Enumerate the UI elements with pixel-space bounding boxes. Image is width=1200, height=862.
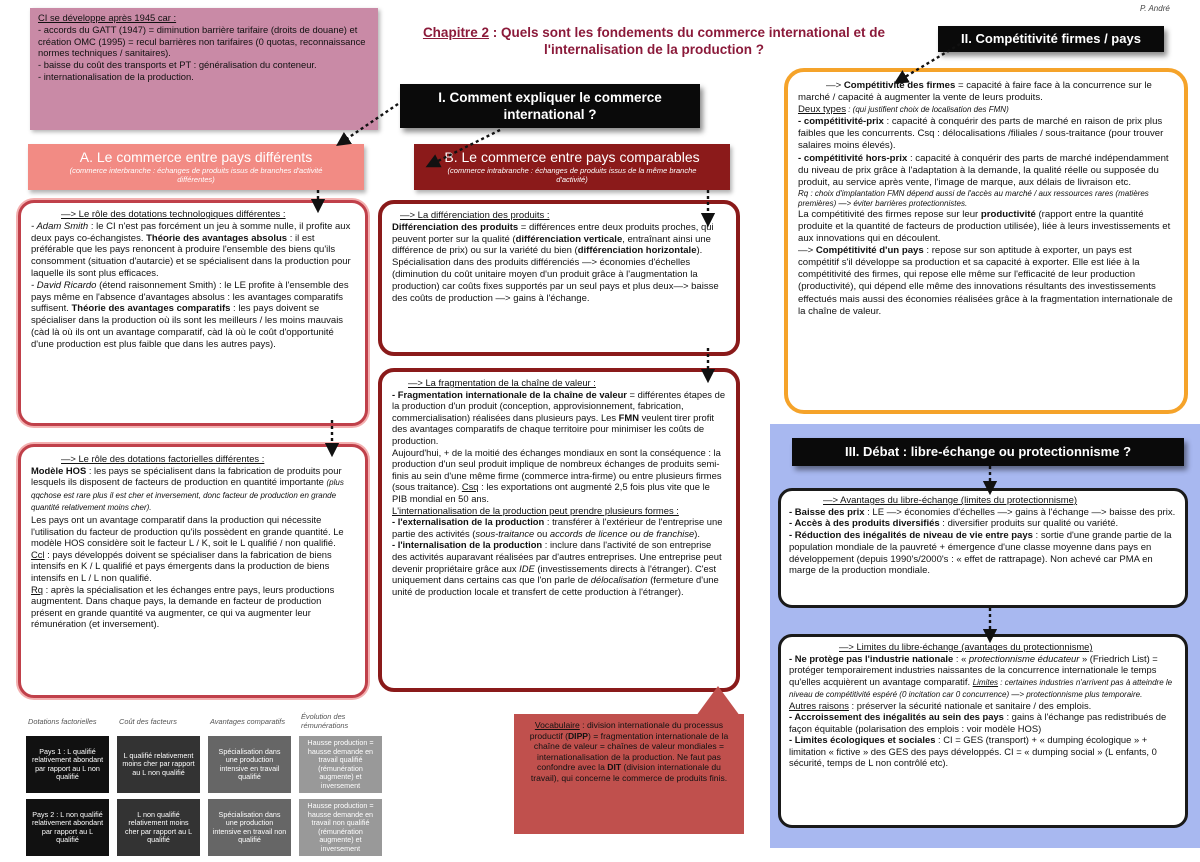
fragmentation-paragraph-1: - Fragmentation internationale de la chaîne de valeur = différentes étapes de la production d'un produit (conception, approvisionnement, fabrication, commercialisation) réalisées dans plusieurs pays. Les FMN veulent tirer profit des avantages comparatifs de chaque territoire pour minimiser les coûts de production. (392, 388, 726, 446)
hos-paragraph-2: Les pays ont un avantage comparatif dans la production qui nécessite l'utilisation du facteur de production qu'ils possèdent en grande quantité. Le modèle HOS considère soit le facteur L / K, soit le L qualifié / non qualifié. (31, 513, 344, 549)
chapter-title-line1: : Quels sont les fondements du commerce international et de (488, 25, 886, 40)
competitivite-productivite: La compétitivité des firmes repose sur leur productivité (rapport entre la quantité produite et la quantité de facteurs de production utilisée), liée à leurs investissements et aux innovations qui en découlent. (798, 208, 1171, 245)
section-2-title: II. Compétitivité firmes / pays (938, 26, 1164, 52)
differenciation-paragraph: Différenciation des produits = différences entre deux produits proches, qui peuvent porter sur la qualité (différenciation verticale, entraînant ainsi une différence de prix) ou sur la variété du bien (différenciation horizontale). (392, 221, 714, 257)
table-cell: Spécialisation dans une production intensive en travail non qualifié (208, 799, 291, 856)
section-1-title: I. Comment expliquer le commerce international ? (400, 84, 700, 128)
limites-autres-raisons: Autres raisons : préserver la sécurité nationale et sanitaire / des emplois. (789, 699, 1092, 711)
hos-table-header-cell: Avantages comparatifs (210, 716, 286, 726)
table-cell: Hausse production = hausse demande en travail non qualifié (rémunération augmente) et inversement (299, 799, 382, 856)
competitivite-pays: —> Compétitivité d'un pays : repose sur son aptitude à exporter, un pays est compétitif s'il développe sa production et sa capacité à exporter. Elle est liée à la compétitivité des firmes, qui repose elle même sur l'efficacité de leur production (productivité), qui dépend elle même des innovations résultants des investissements effectués mais aussi des économies réalisées grâce à la fragmentation internationale de la chaîne de valeur. (798, 245, 1173, 317)
competitivite-remark: Rq : choix d'implantation FMN dépend aussi de l'accès au marché / aux ressources rares (matières premières) —> éviter barrières protectionnistes. (798, 188, 1149, 208)
fragmentation-heading: —> La fragmentation de la chaîne de valeur : (408, 377, 596, 388)
table-cell: Hausse production = hausse demande en travail qualifié (rémunération augmente) et inversement (299, 736, 382, 793)
internalisation-item: - l'internalisation de la production : inclure dans l'activité de son entreprise des activités auparavant réalisées par d'autres entreprises. Une entreprise peut devenir propriétaire grâce aux IDE (investissements directs à l'étranger). C'est uniquement dans certains cas que l'on parle de délocalisation (fermeture d'une unité de production locale et transfert de cette production à l'étranger). (392, 539, 722, 597)
hos-conclusion: Ccl : pays développés doivent se spécialiser dans la fabrication de biens intensifs en K / L qualifié et pays émergents dans la production de biens intensifs en L / L non qualifié. (31, 548, 332, 583)
avantages-item-3: - Réduction des inégalités de niveau de vie entre pays : sortie d'une grande partie de la population mondiale de la pauvreté + émergence d'une classe moyenne dans pays en développement (depuis 1990's/2000's : « effet de rattrapage). Non achevé car PMA en marge de la production mondiale. (789, 530, 1172, 577)
avantages-heading: —> Avantages du libre-échange (limites du protectionnisme) (823, 495, 1078, 506)
hos-table-header-cell: Évolution des rémunérations (301, 712, 349, 730)
part-b-subtitle: (commerce intrabranche : échanges de produits issus de la même branche d'activité) (447, 166, 697, 184)
part-a-subtitle: (commerce interbranche : échanges de produits issus de branches d'activité différentes) (69, 166, 323, 184)
section-3-title: III. Débat : libre-échange ou protectionnisme ? (792, 438, 1184, 466)
specialisation-paragraph: Spécialisation dans des produits différenciés —> économies d'échelles (diminution du coût unitaire moyen d'un produit grâce à l'augmentation la production) car coûts fixes supportés par un seul pays et plus deux—> baisse des coûts de production —> gains à l'échange. (392, 257, 719, 304)
arrow-section1-to-partb (432, 130, 500, 164)
limites-item-3: - Limites écologiques et sociales : CI = GES (transport) + « dumping écologique » + limitation « fictive » des GES des pays développés. CI = « dumping social » (L enfants, 0 sécurité, temps de L non contrôlé etc). (789, 734, 1157, 768)
part-b-title: B. Le commerce entre pays comparables (444, 149, 700, 165)
arrow-intro-to-section1 (342, 104, 398, 142)
competitivite-hors-prix: - compétitivité hors-prix : capacité à conquérir des parts de marché indépendamment du niveau de prix grâce à l'adaptation à la demande, la qualité réelle ou supposée du produit, au service après vente, l'image de marque, aux délais de livraison etc. (798, 152, 1169, 188)
table-cell: L qualifié relativement moins cher par rapport au L non qualifié (117, 736, 200, 793)
competitivite-prix: - compétitivité-prix : capacité à conquérir des parts de marché en raison de prix plus faibles que les concurrents. Csq : délocalisations /filiales / sous-traitance (pour trouver salaires moins élevés). (798, 116, 1164, 152)
table-cell: L non qualifié relativement moins cher par rapport au L qualifié (117, 799, 200, 856)
david-ricardo-paragraph: - David Ricardo (étend raisonnement Smith) : le LE profite à l'ensemble des pays même en l'absence d'avantages absolus : les avantages comparatifs suffisent. Théorie des avantages comparatifs : les pays doivent se spécialiser dans la production où ils sont les meilleurs / les moins mauvais (càd là où ils ont un avantage comparatif, càd là où le coût d'opportunité d'une production est plus faible que dans les autres pays). (31, 279, 349, 350)
arrow-section2-to-box (900, 44, 960, 80)
fragmentation-forms: L'internationalisation de la production peut prendre plusieurs formes : (392, 504, 679, 516)
table-cell: Pays 2 : L non qualifié relativement abondant par rapport au L qualifié (26, 799, 109, 856)
competitivite-types: Deux types : (qui justifient choix de localisation des FMN) (798, 104, 1009, 116)
chapter-number: Chapitre 2 (422, 25, 489, 40)
part-a-title: A. Le commerce entre pays différents (79, 149, 313, 165)
dotations-tech-heading: —> Le rôle des dotations technologiques différentes : (61, 209, 286, 220)
vocabulary-callout: Vocabulaire : division internationale du processus productif (DIPP) = fragmentation internationale de la chaîne de valeur = chaînes de valeur mondiales = internationalisation de la production. Ne faut pas confondre avec la DIT (division internationale du travail), qui concerne le commerce de produits finis. (514, 714, 744, 834)
table-cell: Spécialisation dans une production intensive en travail qualifié (208, 736, 291, 793)
author-label: P. André (1140, 4, 1170, 13)
limites-item-2: - Accroissement des inégalités au sein des pays : gains à l'échange pas redistribués de façon équitable (polarisation des emplois : voir modèle HOS) (789, 711, 1167, 734)
intro-heading: CI se développe après 1945 car : (38, 12, 177, 23)
dotations-fact-heading: —> Le rôle des dotations factorielles différentes : (61, 453, 265, 464)
externalisation-item: - l'externalisation de la production : transférer à l'extérieur de l'entreprise une partie des activités (sous-traitance ou accords de licence ou de franchise). (392, 516, 723, 539)
hos-paragraph: Modèle HOS : les pays se spécialisent dans la fabrication de produits pour lesquels ils disposent de facteurs de production en quantité importante (plus qqchose est rare plus il est cher et inversement, donc facteur de production en grande quantité relativement moins cher). (31, 464, 344, 513)
avantages-item-1: - Baisse des prix : LE —> économies d'échelles —> gains à l'échange —> baisse des prix. (789, 506, 1176, 518)
limites-item-1: - Ne protège pas l'industrie nationale : « protectionnisme éducateur » (Friedrich List) = protéger temporairement industries naissantes de la concurrence internationale le temps qu'elles acquièrent un avantage comparatif. Limites : certaines industries n'arrivent pas à atteindre le niveau de compétitivité espéré (0 incitation car 0 concurrence) —> protectionnisme plus temporaire. (789, 652, 1173, 699)
competitivite-firmes: —> Compétitivité des firmes = capacité à faire face à la concurrence sur le marché / capacité à augmenter la vente de leurs produits. (798, 80, 1152, 104)
avantages-item-2: - Accès à des produits diversifiés : diversifier produits sur qualité ou variété. (789, 518, 1119, 530)
limites-heading: —> Limites du libre-échange (avantages du protectionnisme) (839, 641, 1093, 652)
hos-remark: Rq : après la spécialisation et les échanges entre pays, leurs productions augmentent. Dans chaque pays, la demande en facteur de production présent en grande quantité va augmenter, ce qui va augmenter leur rémunération (et inversement). (31, 583, 335, 630)
adam-smith-paragraph: - Adam Smith : le CI n'est pas forcément un jeu à somme nulle, il profite aux deux pays co-échangistes. Théorie des avantages absolus : il est préférable que les pays renoncent à produire l'ensemble des biens qu'ils consomment (situation d'autarcie) et se spécialisent dans la production pour laquelle ils sont plus efficaces. (31, 220, 351, 279)
table-cell: Pays 1 : L qualifié relativement abondant par rapport au L non qualifié (26, 736, 109, 793)
fragmentation-paragraph-2: Aujourd'hui, + de la moitié des échanges mondiaux en sont la conséquence : la production d'un seul produit implique de nombreux échanges de produits semi-finis au sein d'une même firme (commerce intra-firme) ou entre plusieurs firmes (sous traitance). Csq : les exportations ont augmenté 2,5 fois plus vite que le PIB mondial en 50 ans. (392, 446, 722, 504)
differenciation-heading: —> La différenciation des produits : (400, 210, 550, 221)
hos-table-header-cell: Dotations factorielles (28, 716, 97, 726)
chapter-title-line2: l'internalisation de la production ? (544, 42, 764, 57)
hos-table-header-cell: Coût des facteurs (119, 716, 177, 726)
intro-line-3: - internationalisation de la production. (38, 70, 194, 82)
intro-line-1: - accords du GATT (1947) = diminution barrière tarifaire (droits de douane) et création OMC (1995) = recul barrières non tarifaires (0 quotas, reconnaissance normes techniques / sanitaires). (38, 23, 366, 59)
intro-line-2: - baisse du coût des transports et PT : généralisation du conteneur. (38, 59, 317, 71)
